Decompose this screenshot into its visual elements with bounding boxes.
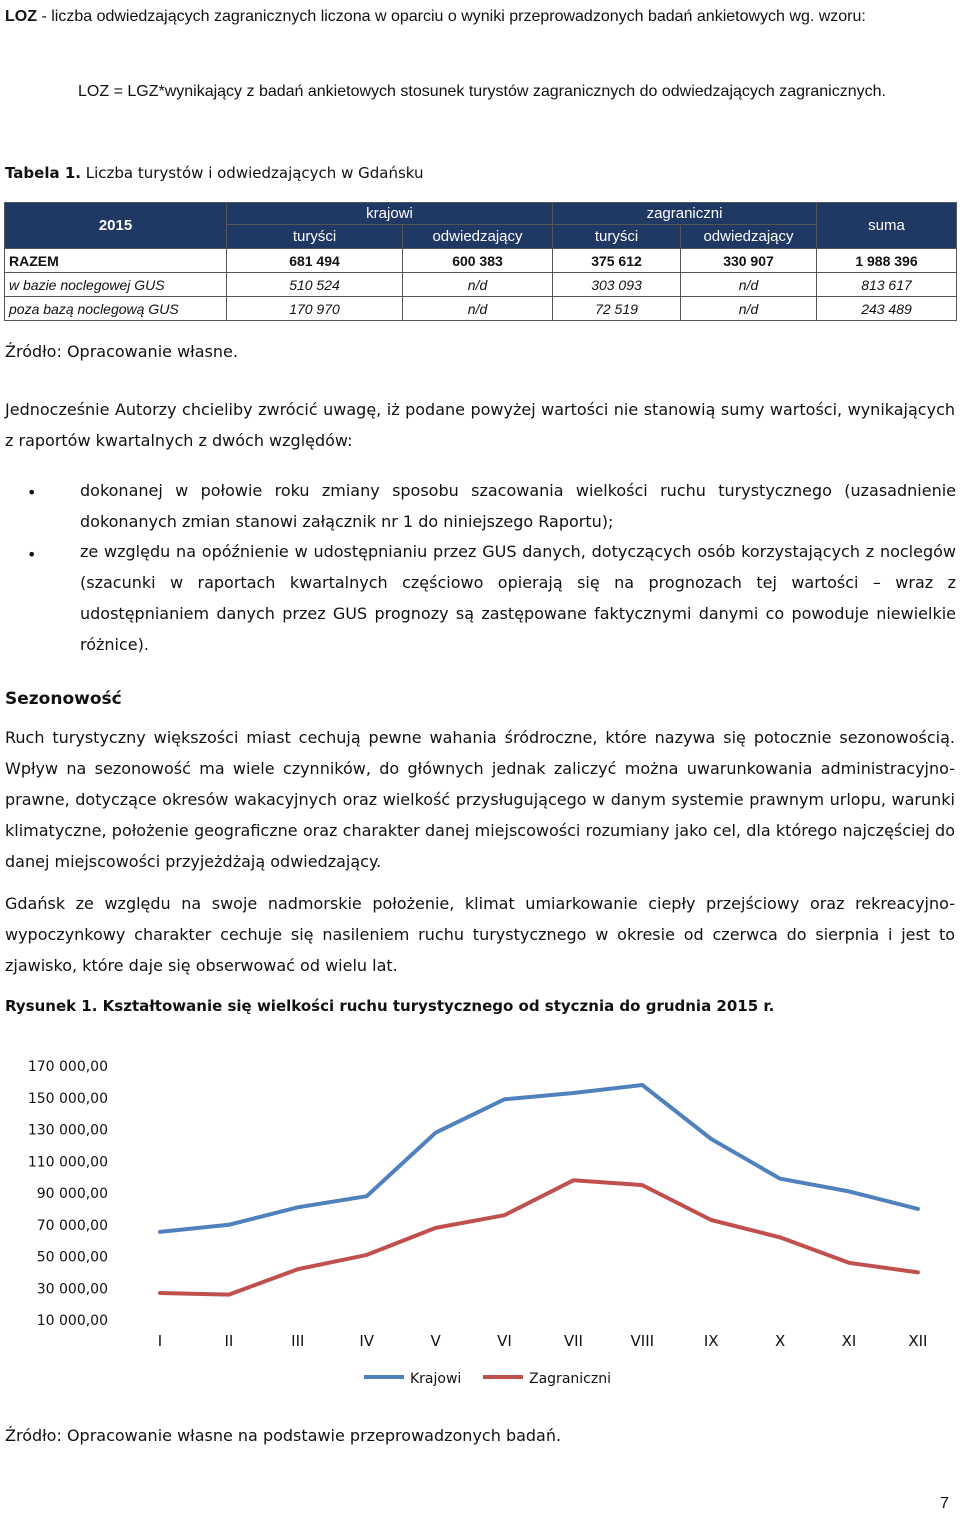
header-foreign-tourists: turyści [553,225,681,249]
table-cell: 330 907 [681,249,817,273]
table-cell: 813 617 [817,273,957,297]
header-domestic-tourists: turyści [227,225,403,249]
header-domestic-visitors: odwiedzający [403,225,553,249]
tourism-line-chart [0,1040,960,1410]
paragraph-seasonality: Ruch turystyczny większości miast cechują pewne wahania śródroczne, które nazywa się potocznie sezonowością. Wpływ na sezonowość ma wiele czynników, do głównych jednak zaliczyć można uwarunkowania administracyjno-prawne, dotyczące okresów wakacyjnych oraz wielkość przysługującego w danym systemie prawnym urlopu, warunki klimatyczne, położenie geograficzne oraz charakter danej miejscowości rozumiany jako cel, dla którego najczęściej do danej miejscowości przyjeżdżają odwiedzający. [5,728,955,871]
y-tick-label: 170 000,00 [27,1059,108,1075]
header-sum: suma [817,203,957,249]
x-tick-label: IV [359,1332,375,1350]
y-tick-label: 30 000,00 [36,1281,108,1298]
table-header-row-1 [5,203,957,225]
y-tick-label: 50 000,00 [36,1249,108,1266]
table-cell: 375 612 [553,249,681,273]
x-tick-label: VII [563,1332,583,1350]
y-tick-label: 10 000,00 [36,1313,108,1329]
x-tick-label: II [224,1332,234,1350]
series-line-zagraniczni [160,1180,918,1294]
chart-legend [364,1371,611,1387]
figure-source: Źródło: Opracowanie własne na podstawie przeprowadzonych badań. [5,1426,562,1445]
y-tick-label: 70 000,00 [36,1217,108,1234]
table-caption [5,160,424,186]
bullet-item: dokonanej w połowie roku zmiany sposobu szacowania wielkości ruchu turystycznego (uzasadnienie dokonanych zmian stanowi załącznik nr 1 do niniejszego Raportu); [80,481,956,531]
figure-caption: Rysunek 1. Kształtowanie się wielkości ruchu turystycznego od stycznia do grudnia 2015 r. [5,997,775,1015]
x-tick-label: VIII [630,1332,655,1350]
table-cell: 72 519 [553,297,681,321]
table-cell: n/d [403,297,553,321]
header-year: 2015 [5,203,227,249]
table-cell: n/d [681,273,817,297]
header-domestic: krajowi [227,203,553,225]
paragraph-gdansk: Gdańsk ze względu na swoje nadmorskie położenie, klimat umiarkowanie ciepły przejściowy oraz rekreacyjno-wypoczynkowy charakter cechuje się nasileniem ruchu turystycznego w okresie od czerwca do sierpnia i jest to zjawisko, które daje się obserwować od wielu lat. [5,894,955,975]
legend-label: Krajowi [410,1371,462,1387]
y-tick-label: 150 000,00 [27,1090,108,1107]
x-tick-label: XII [908,1332,928,1350]
x-tick-label: X [774,1332,786,1350]
table-caption-label: Tabela 1. [5,164,81,182]
table-row-total [5,249,957,273]
table-cell: n/d [681,297,817,321]
x-tick-label: XI [841,1332,857,1350]
x-tick-label: I [157,1332,163,1350]
loz-formula: LOZ = LGZ*wynikający z badań ankietowych stosunek turystów zagranicznych do odwiedzających zagranicznych. [78,83,886,100]
x-axis-ticks [158,1332,928,1350]
table-cell: 303 093 [553,273,681,297]
series-line-krajowi [160,1085,918,1232]
table-row [5,273,957,297]
y-tick-label: 130 000,00 [27,1122,108,1139]
y-tick-label: 110 000,00 [27,1154,108,1171]
header-foreign-visitors: odwiedzający [681,225,817,249]
x-tick-label: IX [703,1332,719,1350]
table-caption-text: Liczba turystów i odwiedzających w Gdańsku [80,164,424,182]
header-foreign: zagraniczni [553,203,817,225]
legend-label: Zagraniczni [529,1371,611,1387]
table-cell: n/d [403,273,553,297]
row-label: poza bazą noclegową GUS [5,297,227,321]
table-cell: 170 970 [227,297,403,321]
x-tick-label: VI [497,1332,512,1350]
table-cell: 681 494 [227,249,403,273]
table-source: Źródło: Opracowanie własne. [5,342,238,361]
table-cell: 510 524 [227,273,403,297]
paragraph-intro: Jednocześnie Autorzy chcieliby zwrócić uwagę, iż podane powyżej wartości nie stanowią sumy wartości, wynikających z raportów kwartalnych z dwóch względów: [5,400,955,450]
section-title: Sezonowość [5,689,122,709]
x-tick-label: V [430,1332,441,1350]
bullet-dot-icon: • [27,545,37,564]
table-cell: 1 988 396 [817,249,957,273]
row-label: RAZEM [5,249,227,273]
bullet-item: ze względu na opóźnienie w udostępnianiu przez GUS danych, dotyczących osób korzystających z noclegów (szacunki w raportach kwartalnych częściowo opierają się na prognozach tej wartości – wraz z udostępnianiem danych przez GUS prognozy są zastępowane faktycznymi danymi co powoduje niewielkie różnice). [80,542,956,654]
table-cell: 243 489 [817,297,957,321]
y-axis-ticks [28,1059,108,1329]
y-tick-label: 90 000,00 [36,1186,108,1202]
bullet-dot-icon: • [27,483,37,502]
visitors-table [4,202,957,321]
series-lines [160,1085,918,1295]
loz-term: LOZ [5,8,37,25]
row-label: w bazie noclegowej GUS [5,273,227,297]
loz-definition-text: - liczba odwiedzających zagranicznych liczona w oparciu o wyniki przeprowadzonych badań ankietowych wg. wzoru: [37,8,866,25]
x-tick-label: III [291,1332,305,1350]
table-cell: 600 383 [403,249,553,273]
page-number: 7 [940,1495,949,1512]
table-row [5,297,957,321]
loz-definition [5,1,955,33]
